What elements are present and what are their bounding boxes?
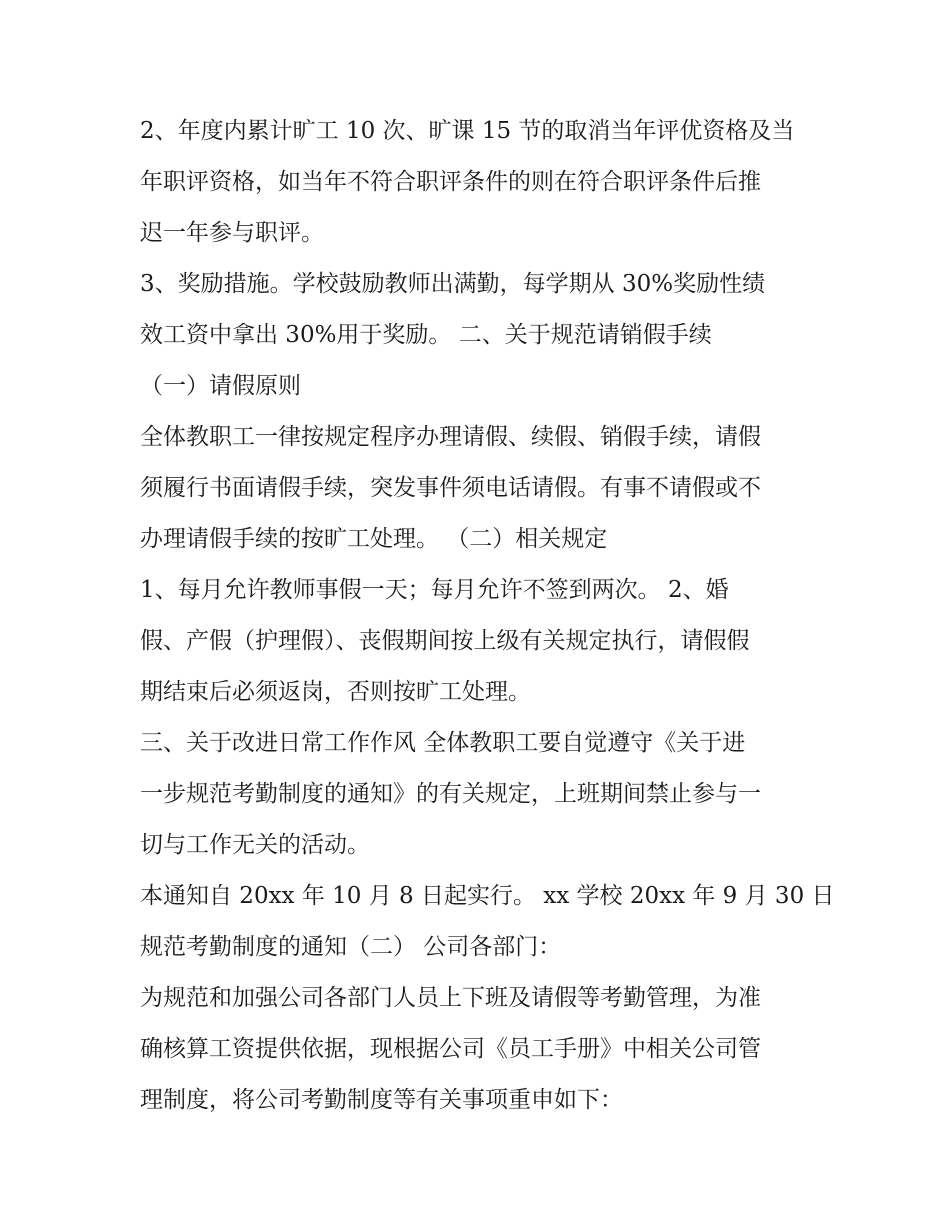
text-line: 理制度，将公司考勤制度等有关事项重申如下： bbox=[140, 1087, 623, 1113]
text-line: 办理请假手续的按旷工处理。 （二）相关规定 bbox=[140, 526, 608, 552]
text-line: 确核算工资提供依据，现根据公司《员工手册》中相关公司管 bbox=[140, 1036, 761, 1062]
text-line: 期结束后必须返岗，否则按旷工处理。 bbox=[140, 679, 531, 705]
text-line: 三、关于改进日常工作作风 全体教职工要自觉遵守《关于进 bbox=[140, 730, 746, 756]
notice-title: 规范考勤制度的通知（二） 公司各部门： bbox=[140, 934, 562, 960]
text-line: 假、产假（护理假）、丧假期间按上级有关规定执行，请假假 bbox=[140, 628, 750, 654]
section-heading: （一）请假原则 bbox=[140, 373, 301, 399]
text-line: 为规范和加强公司各部门人员上下班及请假等考勤管理，为准 bbox=[140, 985, 761, 1011]
text-line: 全体教职工一律按规定程序办理请假、续假、销假手续，请假 bbox=[140, 424, 761, 450]
text-line: 迟一年参与职评。 bbox=[140, 220, 324, 246]
text-line: 年职评资格，如当年不符合职评条件的则在符合职评条件后推 bbox=[140, 169, 761, 195]
text-line: 3、奖励措施。学校鼓励教师出满勤，每学期从 30%奖励性绩 bbox=[140, 271, 766, 297]
text-line: 本通知自 20xx 年 10 月 8 日起实行。 xx 学校 20xx 年 9 月 30 日 bbox=[140, 883, 835, 909]
text-line: 须履行书面请假手续，突发事件须电话请假。有事不请假或不 bbox=[140, 475, 761, 501]
text-line: 切与工作无关的活动。 bbox=[140, 832, 370, 858]
text-line: 2、年度内累计旷工 10 次、旷课 15 节的取消当年评优资格及当 bbox=[140, 118, 795, 144]
text-line: 1、每月允许教师事假一天；每月允许不签到两次。 2、婚 bbox=[140, 577, 729, 603]
text-line: 一步规范考勤制度的通知》的有关规定，上班期间禁止参与一 bbox=[140, 781, 761, 807]
document-body bbox=[140, 106, 835, 1126]
text-line: 效工资中拿出 30%用于奖励。 二、关于规范请销假手续 bbox=[140, 322, 712, 348]
